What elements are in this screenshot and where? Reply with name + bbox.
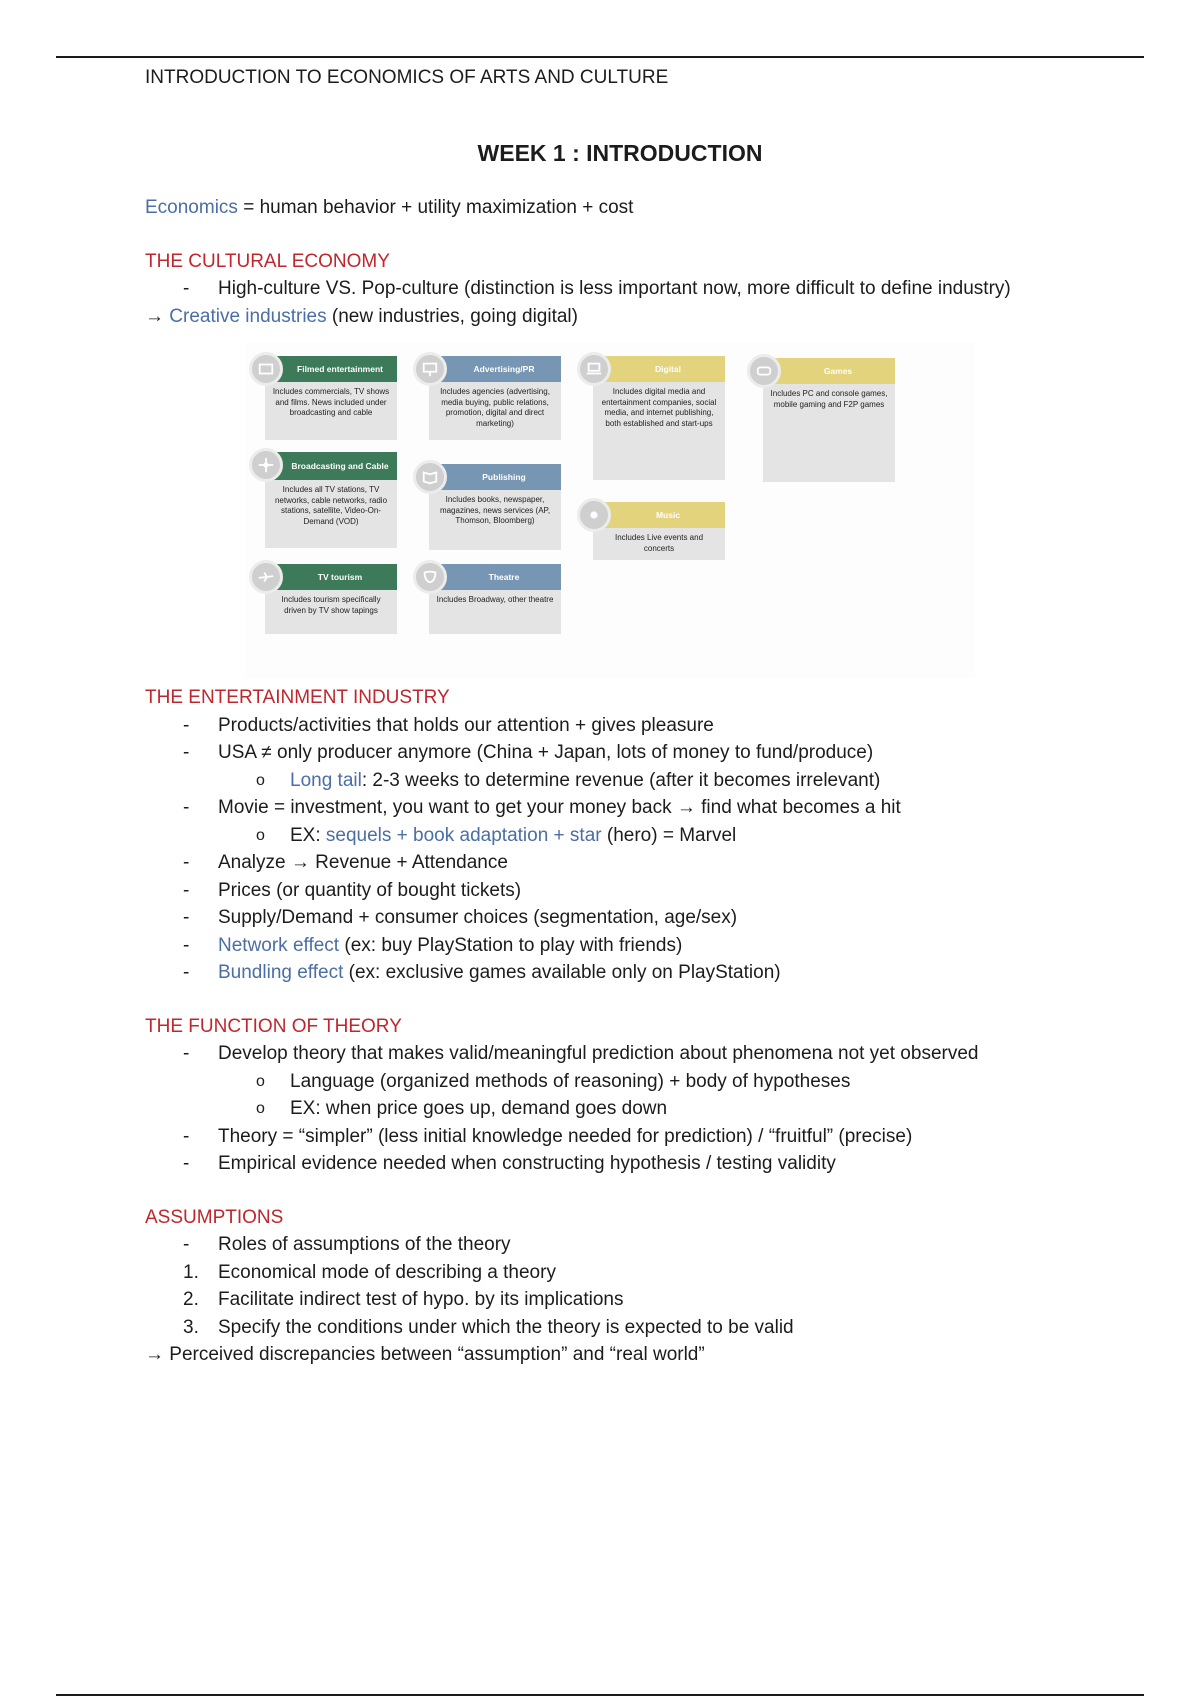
numbered-item (145, 1286, 1095, 1314)
list-item: - Movie = investment, you want to get your money back → find what becomes a hit (145, 794, 1095, 822)
tile-filmed-entertainment (265, 356, 397, 440)
running-header: INTRODUCTION TO ECONOMICS OF ARTS AND CULTURE (145, 67, 669, 88)
tile-text: Includes digital media and entertainment companies, social media, and internet publishing, both established and start-ups (593, 382, 725, 480)
marvel-text: (hero) = Marvel (601, 824, 737, 846)
tile-title: Digital (593, 356, 725, 382)
item-text: Facilitate indirect test of hypo. by its implications (218, 1289, 624, 1310)
tile-advertising (429, 356, 561, 440)
list-item: - Prices (or quantity of bought tickets) (145, 877, 1095, 905)
tile-text: Includes Live events and concerts (593, 528, 725, 560)
sub-list-item: o Language (organized methods of reasoning) + body of hypotheses (145, 1068, 1095, 1096)
tile-title: Advertising/PR (429, 356, 561, 382)
economics-definition (145, 194, 1095, 222)
tile-games (763, 358, 895, 482)
item-text: Specify the conditions under which the theory is expected to be valid (218, 1316, 794, 1338)
tile-text: Includes commercials, TV shows and films. News included under broadcasting and cable (265, 382, 397, 440)
list-item: - High-culture VS. Pop-culture (distinction is less important now, more difficult to define industry) (145, 275, 1095, 303)
entertainment-list (145, 794, 1095, 822)
bundling-effect-text: (ex: exclusive games available only on PlayStation) (343, 962, 781, 983)
entertainment-sublist (145, 822, 1095, 850)
tile-title: Theatre (429, 564, 561, 590)
footer-rule (56, 1694, 1144, 1696)
tile-broadcasting (265, 452, 397, 548)
section-heading-entertainment: THE ENTERTAINMENT INDUSTRY (145, 687, 450, 708)
economics-definition-text: = human behavior + utility maximization + cost (237, 197, 634, 218)
tile-title: TV tourism (265, 564, 397, 590)
tile-title: Music (593, 502, 725, 528)
assumptions-conclusion: → Perceived discrepancies between “assumption” and “real world” (145, 1344, 705, 1365)
tile-title: Filmed entertainment (265, 356, 397, 382)
tile-music (593, 502, 725, 560)
list-item: - Products/activities that holds our attention + gives pleasure (145, 712, 1095, 740)
list-item: - Theory = “simpler” (less initial knowledge needed for prediction) / “fruitful” (precise) (145, 1123, 1095, 1151)
list-item: - Supply/Demand + consumer choices (segmentation, age/sex) (145, 904, 1095, 932)
theory-list (145, 1123, 1095, 1178)
list-item: - Analyze → Revenue + Attendance (145, 849, 1095, 877)
book-icon (413, 460, 447, 494)
example-prefix: EX: (290, 824, 326, 846)
gamepad-icon (747, 354, 781, 388)
sub-list-item (145, 822, 1095, 850)
numbered-item (145, 1259, 1095, 1287)
tile-publishing (429, 464, 561, 550)
section-heading-assumptions: ASSUMPTIONS (145, 1206, 284, 1228)
masks-icon (413, 560, 447, 594)
satellite-icon (249, 448, 283, 482)
item-number: 1. (183, 1261, 199, 1283)
numbered-item (145, 1314, 1095, 1342)
assumptions-list (145, 1231, 1095, 1259)
network-effect-term: Network effect (218, 934, 340, 956)
tile-text: Includes agencies (advertising, media buying, public relations, promotion, digital and direct marketing) (429, 382, 561, 440)
long-tail-text: : 2-3 weeks to determine revenue (after it becomes irrelevant) (361, 769, 881, 791)
item-number: 3. (183, 1316, 199, 1338)
section-heading-theory: THE FUNCTION OF THEORY (145, 1015, 402, 1037)
header-rule (56, 56, 1144, 58)
section-heading-cultural-economy: THE CULTURAL ECONOMY (145, 250, 390, 272)
tile-text: Includes books, newspaper, magazines, news services (AP, Thomson, Bloomberg) (429, 490, 561, 550)
tile-text: Includes all TV stations, TV networks, cable networks, radio stations, satellite, Video-On-Demand (VOD) (265, 480, 397, 548)
airplane-icon (249, 560, 283, 594)
tile-tv-tourism (265, 564, 397, 634)
list-item: - USA ≠ only producer anymore (China + Japan, lots of money to fund/produce) (145, 739, 1095, 767)
document-page (145, 64, 1095, 1369)
creative-industries-diagram (245, 342, 975, 678)
list-item: - Empirical evidence needed when constructing hypothesis / testing validity (145, 1150, 1095, 1178)
music-icon (577, 498, 611, 532)
tile-title: Broadcasting and Cable (265, 452, 397, 480)
list-item: - Roles of assumptions of the theory (145, 1231, 1095, 1259)
item-number: 2. (183, 1289, 199, 1310)
entertainment-list (145, 849, 1095, 987)
creative-industries-line (145, 303, 1095, 331)
list-item (145, 959, 1095, 987)
network-effect-text: (ex: buy PlayStation to play with friends) (339, 934, 683, 956)
theory-sublist (145, 1068, 1095, 1123)
entertainment-sublist (145, 767, 1095, 795)
economics-term: Economics (145, 197, 238, 218)
tile-theatre (429, 564, 561, 634)
long-tail-term: Long tail (290, 769, 362, 791)
tile-text: Includes tourism specifically driven by TV show tapings (265, 590, 397, 634)
tile-text: Includes Broadway, other theatre (429, 590, 561, 634)
creative-industries-text: (new industries, going digital) (326, 305, 578, 327)
tile-text: Includes PC and console games, mobile gaming and F2P games (763, 384, 895, 482)
laptop-icon (577, 352, 611, 386)
film-icon (249, 352, 283, 386)
assumptions-numbered-list (145, 1259, 1095, 1342)
theory-list (145, 1040, 1095, 1068)
sequels-term: sequels + book adaptation + star (325, 824, 602, 846)
arrow-glyph: → (145, 305, 170, 327)
cultural-economy-list (145, 275, 1095, 303)
tile-title: Games (763, 358, 895, 384)
billboard-icon (413, 352, 447, 386)
tile-digital (593, 356, 725, 480)
list-item (145, 932, 1095, 960)
item-text: Economical mode of describing a theory (218, 1261, 556, 1283)
list-item: - Develop theory that makes valid/meaningful prediction about phenomena not yet observed (145, 1040, 1095, 1068)
page-title: WEEK 1 : INTRODUCTION (477, 140, 763, 166)
sub-list-item: o EX: when price goes up, demand goes down (145, 1095, 1095, 1123)
entertainment-list (145, 712, 1095, 767)
tile-title: Publishing (429, 464, 561, 490)
bundling-effect-term: Bundling effect (218, 962, 344, 983)
sub-list-item (145, 767, 1095, 795)
creative-industries-term: Creative industries (169, 305, 327, 327)
